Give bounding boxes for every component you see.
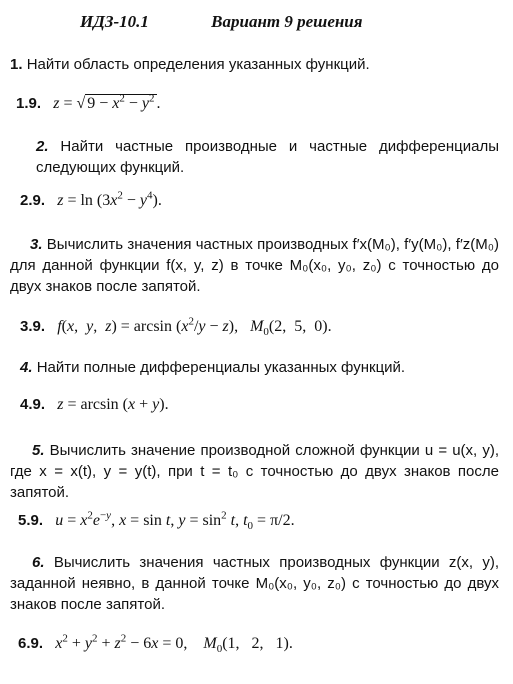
task-1-number: 1. xyxy=(10,56,23,73)
problem-1-9 xyxy=(16,93,513,114)
problem-5-9-formula: $u = x^2e^{-y}$, x = sin t, $y = \sin^2 t$, $t_0 = \pi/2$. xyxy=(55,509,295,533)
task-5-text: Вычислить значение производной сложной функции u = u(x, y), где x = x(t), y = y(t), при t = t₀ с точностью до двух знаков после запятой. xyxy=(10,442,499,501)
task-5-number: 5. xyxy=(32,442,45,459)
task-3 xyxy=(10,234,499,297)
task-2-number: 2. xyxy=(36,138,49,155)
task-3-text: Вычислить значения частных производных f′x(M₀), f′y(M₀), f′z(M₀) для данной функции f(x, y, z) в точке M₀(x₀, y₀, z₀) с точностью до двух знаков после запятой. xyxy=(10,236,499,295)
problem-4-9-formula: z = arcsin (x + y). xyxy=(57,396,169,413)
page-header xyxy=(80,12,363,32)
problem-3-9 xyxy=(20,316,513,337)
problem-5-9-number: 5.9. xyxy=(18,512,44,529)
problem-6-9-number: 6.9. xyxy=(18,635,44,652)
problem-4-9-number: 4.9. xyxy=(20,396,46,413)
task-1 xyxy=(10,54,499,75)
problem-2-9-formula: $z = \ln (3x^2 - y^4)$. xyxy=(57,189,162,209)
problem-5-9 xyxy=(18,510,513,531)
task-4 xyxy=(20,357,499,378)
task-5 xyxy=(10,440,499,503)
task-4-text: Найти полные дифференциалы указанных функций. xyxy=(36,359,406,376)
task-4-number: 4. xyxy=(20,359,33,376)
problem-1-9-number: 1.9. xyxy=(16,95,42,112)
problem-3-9-formula: f(x, y, $z) = \arcsin (x^2/y - z)$, $M_0(2$, 5, 0). xyxy=(57,315,332,339)
task-3-number: 3. xyxy=(30,236,43,253)
task-1-text: Найти область определения указанных функций. xyxy=(26,56,370,73)
problem-2-9 xyxy=(20,190,513,211)
header-variant: Вариант 9 решения xyxy=(211,12,363,31)
task-6-number: 6. xyxy=(32,554,45,571)
task-2 xyxy=(36,136,499,178)
problem-4-9 xyxy=(20,394,513,415)
problem-2-9-number: 2.9. xyxy=(20,192,46,209)
problem-6-9 xyxy=(18,633,513,654)
task-6-text: Вычислить значения частных производных функции z(x, y), заданной неявно, в данной точке M₀(x₀, y₀, z₀) с точностью до двух знаков после запятой. xyxy=(10,554,500,613)
header-title: ИДЗ-10.1 xyxy=(80,12,149,31)
task-2-text: Найти частные производные и частные дифференциалы следующих функций. xyxy=(36,138,499,176)
problem-1-9-formula: z = √ $9 - x^2 - y^2$ . xyxy=(53,92,161,112)
task-6 xyxy=(10,552,499,615)
problem-6-9-formula: $x^2 + y^2 + z^2 - 6x = 0$, $M_0(1$, 2, 1). xyxy=(55,632,293,656)
problem-3-9-number: 3.9. xyxy=(20,318,46,335)
